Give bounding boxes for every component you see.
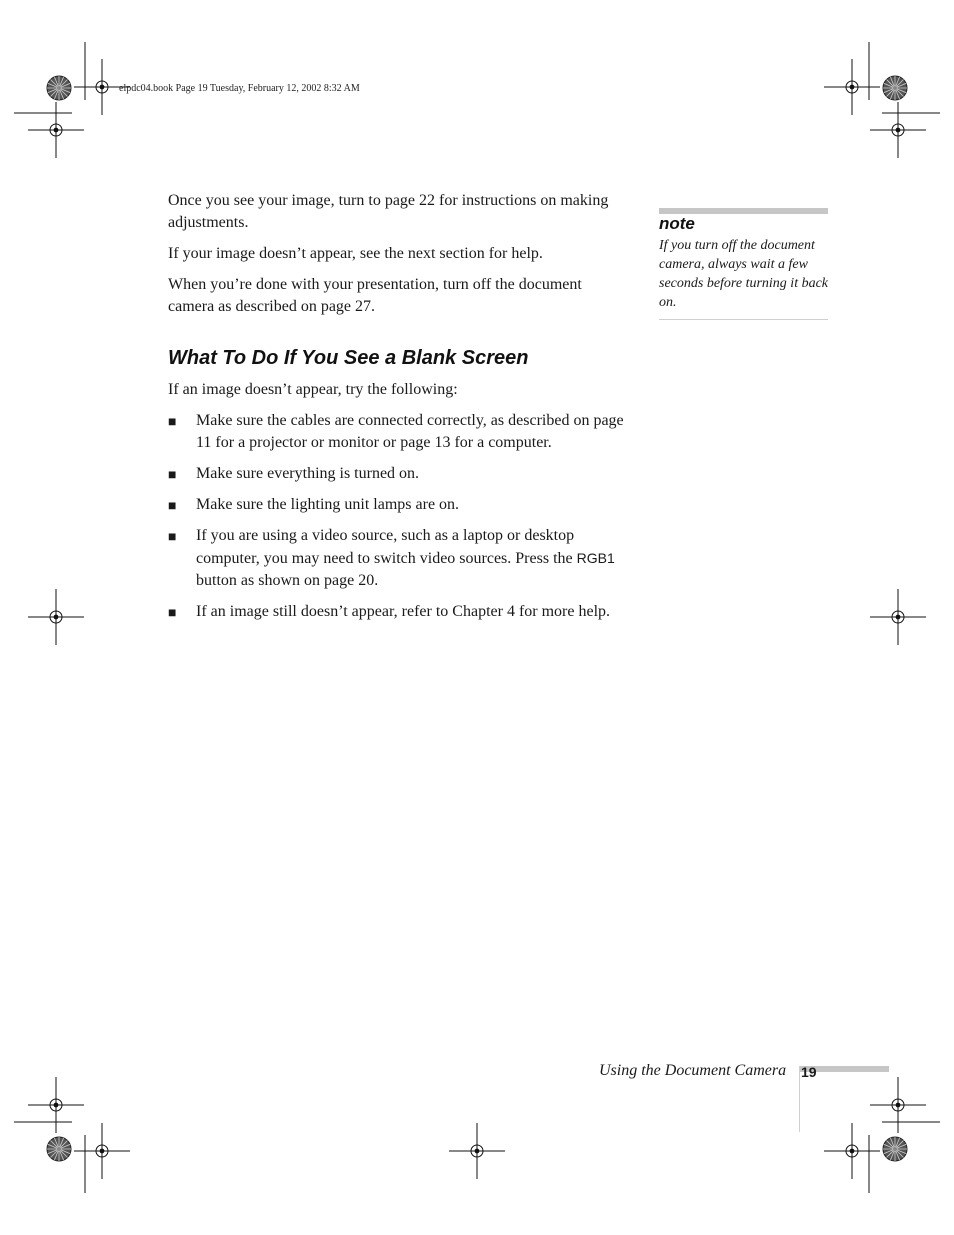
rgb1-key-label: RGB1 [576, 550, 615, 566]
bullet-square-icon: ■ [168, 415, 177, 430]
list-item [168, 601, 638, 623]
list-item [168, 525, 638, 592]
bullet-square-icon: ■ [168, 530, 177, 545]
list-item-text: Make sure everything is turned on. [196, 465, 420, 482]
list-item [168, 410, 638, 454]
bullet-square-icon: ■ [168, 606, 177, 621]
note-text: If you turn off the document camera, always wait a few seconds before turning it back on. [659, 238, 829, 310]
list-item [168, 463, 638, 485]
bullet-square-icon: ■ [168, 468, 177, 483]
section-intro: If an image doesn’t appear, try the following: [168, 381, 458, 398]
paragraph-image-adjustments: Once you see your image, turn to page 22 for instructions on making adjustments. [168, 192, 609, 231]
note-bottom-rule [659, 319, 828, 320]
footer-chapter-title: Using the Document Camera [599, 1062, 787, 1079]
list-item-text: Make sure the cables are connected correctly, as described on page 11 for a projector or monitor or page 13 for a computer. [196, 412, 624, 451]
page-number: 19 [801, 1064, 817, 1080]
list-item-text: If an image still doesn’t appear, refer to Chapter 4 for more help. [196, 603, 611, 620]
bullet-square-icon: ■ [168, 499, 177, 514]
note-title: note [659, 214, 695, 233]
list-item [168, 494, 638, 516]
section-heading: What To Do If You See a Blank Screen [168, 347, 529, 369]
print-slug-header: elpdc04.book Page 19 Tuesday, February 12, 2002 8:32 AM [119, 83, 360, 94]
paragraph-help-pointer: If your image doesn’t appear, see the next section for help. [168, 245, 543, 262]
list-item-text-part: If you are using a video source, such as a laptop or desktop computer, you may need to switch video sources. Press the [196, 527, 577, 567]
list-item-text-part: button as shown on page 20. [196, 572, 379, 589]
troubleshooting-list [168, 410, 638, 632]
paragraph-turn-off: When you’re done with your presentation, turn off the document camera as described on page 27. [168, 276, 582, 315]
list-item-text: Make sure the lighting unit lamps are on. [196, 496, 460, 513]
footer-divider [799, 1066, 800, 1132]
list-item-text [196, 527, 615, 589]
